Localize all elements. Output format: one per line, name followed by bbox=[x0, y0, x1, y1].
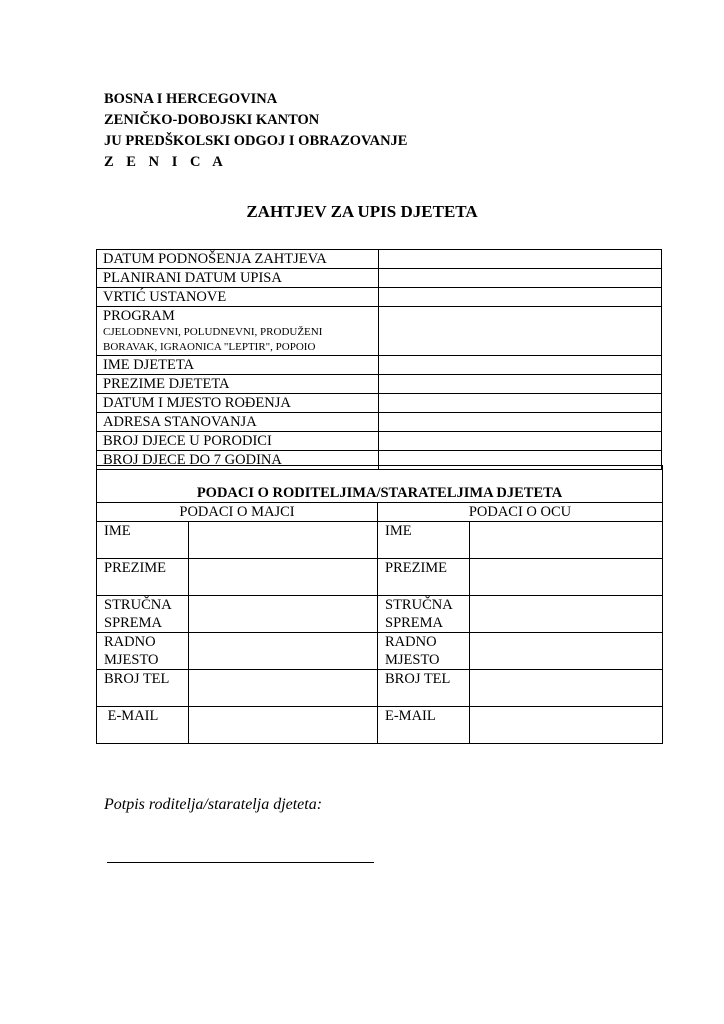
row-label: IME DJETETA bbox=[97, 356, 379, 375]
mother-field-label: RADNO MJESTO bbox=[97, 633, 189, 670]
input-cell[interactable] bbox=[379, 394, 662, 413]
program-options-note: CJELODNEVNI, POLUDNEVNI, PRODUŽENI BORAVAK, IGRAONICA "LEPTIR", POPOIO bbox=[103, 326, 323, 353]
father-input-cell[interactable] bbox=[470, 522, 663, 559]
signature-line[interactable] bbox=[107, 862, 374, 863]
row-label: PROGRAM bbox=[103, 308, 175, 324]
table-row bbox=[97, 633, 663, 670]
father-field-label: PREZIME bbox=[378, 559, 470, 596]
mother-input-cell[interactable] bbox=[189, 559, 378, 596]
father-field-label: STRUČNA SPREMA bbox=[378, 596, 470, 633]
table-row bbox=[97, 522, 663, 559]
row-label: PREZIME DJETETA bbox=[97, 375, 379, 394]
input-cell[interactable] bbox=[379, 356, 662, 375]
table-row bbox=[97, 269, 662, 288]
table-row bbox=[97, 466, 663, 503]
header-canton: ZENIČKO-DOBOJSKI KANTON bbox=[104, 112, 320, 128]
mother-input-cell[interactable] bbox=[189, 670, 378, 707]
mother-field-label: PREZIME bbox=[97, 559, 189, 596]
father-input-cell[interactable] bbox=[470, 559, 663, 596]
input-cell[interactable] bbox=[379, 375, 662, 394]
father-field-label: BROJ TEL bbox=[378, 670, 470, 707]
father-input-cell[interactable] bbox=[470, 670, 663, 707]
row-label: ADRESA STANOVANJA bbox=[97, 413, 379, 432]
table-row bbox=[97, 307, 662, 356]
header-institution: JU PREDŠKOLSKI ODGOJ I OBRAZOVANJE bbox=[104, 133, 408, 149]
table-row bbox=[97, 596, 663, 633]
father-field-label: IME bbox=[378, 522, 470, 559]
input-cell[interactable] bbox=[379, 288, 662, 307]
mother-input-cell[interactable] bbox=[189, 707, 378, 744]
father-input-cell[interactable] bbox=[470, 596, 663, 633]
input-cell[interactable] bbox=[379, 250, 662, 269]
table-row bbox=[97, 394, 662, 413]
table-row bbox=[97, 559, 663, 596]
row-label: DATUM PODNOŠENJA ZAHTJEVA bbox=[97, 250, 379, 269]
table-row bbox=[97, 670, 663, 707]
father-header: PODACI O OCU bbox=[378, 503, 663, 522]
input-cell[interactable] bbox=[379, 269, 662, 288]
table-row bbox=[97, 288, 662, 307]
header-city: Z E N I C A bbox=[104, 154, 228, 170]
mother-field-label: E-MAIL bbox=[97, 707, 189, 744]
row-label: PLANIRANI DATUM UPISA bbox=[97, 269, 379, 288]
input-cell[interactable] bbox=[379, 413, 662, 432]
father-field-label: RADNO MJESTO bbox=[378, 633, 470, 670]
form-title: ZAHTJEV ZA UPIS DJETETA bbox=[246, 202, 478, 221]
input-cell[interactable] bbox=[379, 307, 662, 356]
row-label: BROJ DJECE U PORODICI bbox=[97, 432, 379, 451]
mother-input-cell[interactable] bbox=[189, 596, 378, 633]
row-label: VRTIĆ USTANOVE bbox=[97, 288, 379, 307]
table-row bbox=[97, 375, 662, 394]
row-label: DATUM I MJESTO ROĐENJA bbox=[97, 394, 379, 413]
table-row bbox=[97, 707, 663, 744]
table-row bbox=[97, 250, 662, 269]
institution-header bbox=[104, 89, 407, 173]
header-country: BOSNA I HERCEGOVINA bbox=[104, 91, 278, 107]
program-label-cell bbox=[97, 307, 379, 356]
mother-field-label: BROJ TEL bbox=[97, 670, 189, 707]
mother-input-cell[interactable] bbox=[189, 633, 378, 670]
input-cell[interactable] bbox=[379, 432, 662, 451]
father-input-cell[interactable] bbox=[470, 633, 663, 670]
table-row bbox=[97, 413, 662, 432]
mother-input-cell[interactable] bbox=[189, 522, 378, 559]
child-info-table bbox=[96, 249, 662, 470]
parents-section-title: PODACI O RODITELJIMA/STARATELJIMA DJETETA bbox=[97, 466, 663, 503]
signature-label: Potpis roditelja/staratelja djeteta: bbox=[104, 796, 323, 813]
father-input-cell[interactable] bbox=[470, 707, 663, 744]
table-row bbox=[97, 503, 663, 522]
mother-field-label: IME bbox=[97, 522, 189, 559]
mother-header: PODACI O MAJCI bbox=[97, 503, 378, 522]
table-row bbox=[97, 432, 662, 451]
table-row bbox=[97, 356, 662, 375]
row-label: BROJ DJECE DO 7 GODINA bbox=[97, 451, 379, 470]
mother-field-label: STRUČNA SPREMA bbox=[97, 596, 189, 633]
father-field-label: E-MAIL bbox=[378, 707, 470, 744]
parents-info-table bbox=[96, 465, 663, 744]
